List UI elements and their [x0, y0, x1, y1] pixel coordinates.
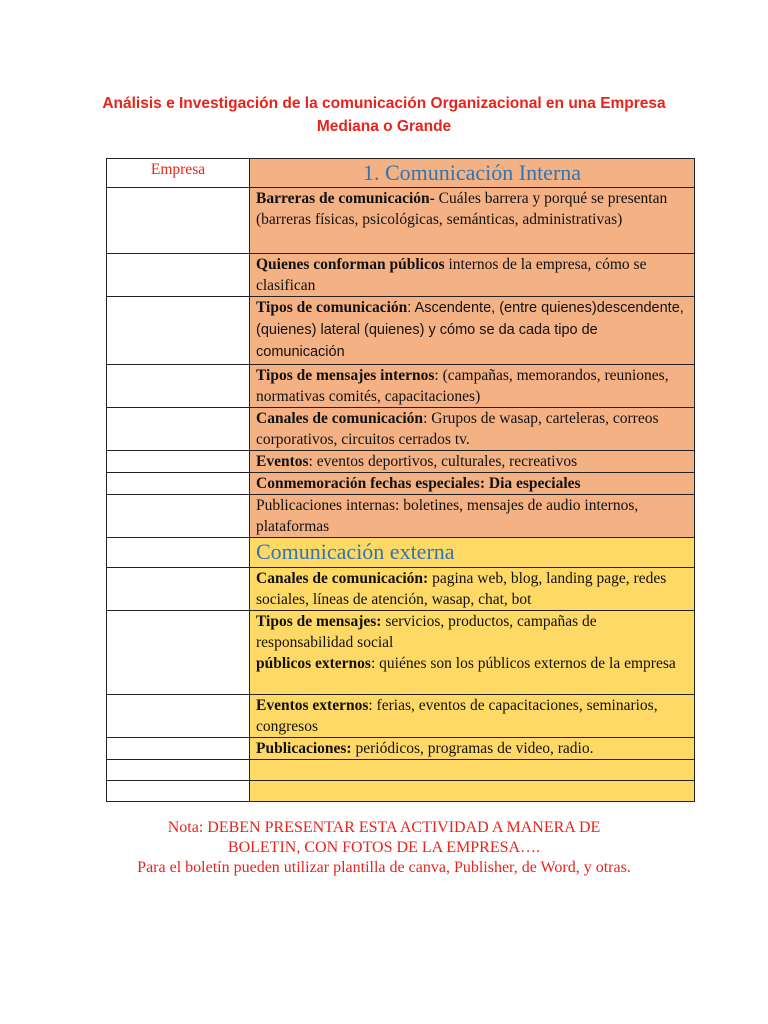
internal-row-publicaciones [250, 495, 695, 538]
internal-row-conmemoracion [250, 473, 695, 495]
empresa-cell [107, 408, 250, 451]
row-text: : ferias, eventos de capacitaciones, seminarios, congresos [256, 697, 658, 735]
external-row-eventos [250, 695, 695, 738]
empresa-cell [107, 738, 250, 760]
empresa-cell [107, 495, 250, 538]
internal-row-publicos [250, 254, 695, 297]
empresa-cell [107, 538, 250, 568]
row-bold-label: Conmemoración fechas especiales: Dia especiales [256, 475, 581, 492]
external-row-publicaciones [250, 738, 695, 760]
empresa-cell [107, 365, 250, 408]
empresa-header: Empresa [107, 159, 250, 188]
row-bold-label: Canales de comunicación: [256, 570, 429, 587]
row-bold-label: Eventos [256, 453, 309, 470]
empresa-cell [107, 188, 250, 254]
note-block [0, 818, 768, 878]
internal-row-eventos [250, 451, 695, 473]
row-bold-label: Tipos de comunicación [256, 299, 408, 316]
external-section-heading: Comunicación externa [250, 538, 695, 568]
empresa-cell [107, 611, 250, 695]
analysis-table [106, 158, 695, 802]
row-bold-label: Tipos de mensajes internos [256, 367, 435, 384]
row-text: : eventos deportivos, culturales, recreativos [308, 453, 578, 470]
note-line-3: Para el boletín pueden utilizar plantilla de canva, Publisher, de Word, y otras. [137, 859, 631, 876]
document-title [0, 92, 768, 138]
external-row-empty [250, 781, 695, 802]
internal-section-heading: 1. Comunicación Interna [250, 159, 695, 188]
internal-row-barreras [250, 188, 695, 254]
row-text: periódicos, programas de video, radio. [351, 740, 594, 757]
empresa-cell [107, 473, 250, 495]
internal-row-canales [250, 408, 695, 451]
title-line-1: Análisis e Investigación de la comunicación Organizacional en una Empresa [102, 95, 666, 112]
row-bold-label: Barreras de comunicación- [256, 190, 435, 207]
empresa-cell [107, 451, 250, 473]
empresa-cell [107, 254, 250, 297]
note-line-1: Nota: DEBEN PRESENTAR ESTA ACTIVIDAD A MANERA DE [167, 819, 601, 836]
row-bold-label-2: públicos externos [256, 655, 371, 672]
row-text: Cuáles barrera y porqué se presentan (barreras físicas, psicológicas, semánticas, administrativas) [256, 190, 668, 228]
internal-row-tipos-comunicacion [250, 297, 695, 365]
row-text: : (campañas, memorandos, reuniones, normativas comités, capacitaciones) [256, 367, 669, 405]
note-line-2: BOLETIN, CON FOTOS DE LA EMPRESA…. [227, 839, 541, 856]
row-text: : Grupos de wasap, carteleras, correos corporativos, circuitos cerrados tv. [256, 410, 659, 448]
row-bold-label: Tipos de mensajes: [256, 613, 382, 630]
empresa-cell [107, 781, 250, 802]
row-text: : Ascendente, (entre quienes)descendente, (quienes) lateral (quienes) y cómo se da cada tipo de comunicación [256, 300, 684, 360]
empresa-cell [107, 760, 250, 781]
title-line-2: Mediana o Grande [316, 118, 452, 135]
external-row-empty [250, 760, 695, 781]
empresa-cell [107, 568, 250, 611]
empresa-cell [107, 695, 250, 738]
row-text-2: : quiénes son los públicos externos de la empresa [370, 655, 676, 672]
row-text: servicios, productos, campañas de responsabilidad social [256, 613, 597, 651]
row-bold-label: Canales de comunicación [256, 410, 424, 427]
external-row-canales [250, 568, 695, 611]
row-text: Publicaciones internas: boletines, mensajes de audio internos, plataformas [256, 497, 639, 535]
row-bold-label: Eventos externos [256, 697, 369, 714]
row-bold-label: Quienes conforman públicos [256, 256, 445, 273]
external-row-mensajes-publicos [250, 611, 695, 695]
empresa-cell [107, 297, 250, 365]
row-bold-label: Publicaciones: [256, 740, 352, 757]
row-text: internos de la empresa, cómo se clasifican [256, 256, 647, 294]
row-text: pagina web, blog, landing page, redes sociales, líneas de atención, wasap, chat, bot [256, 570, 667, 608]
internal-row-mensajes [250, 365, 695, 408]
